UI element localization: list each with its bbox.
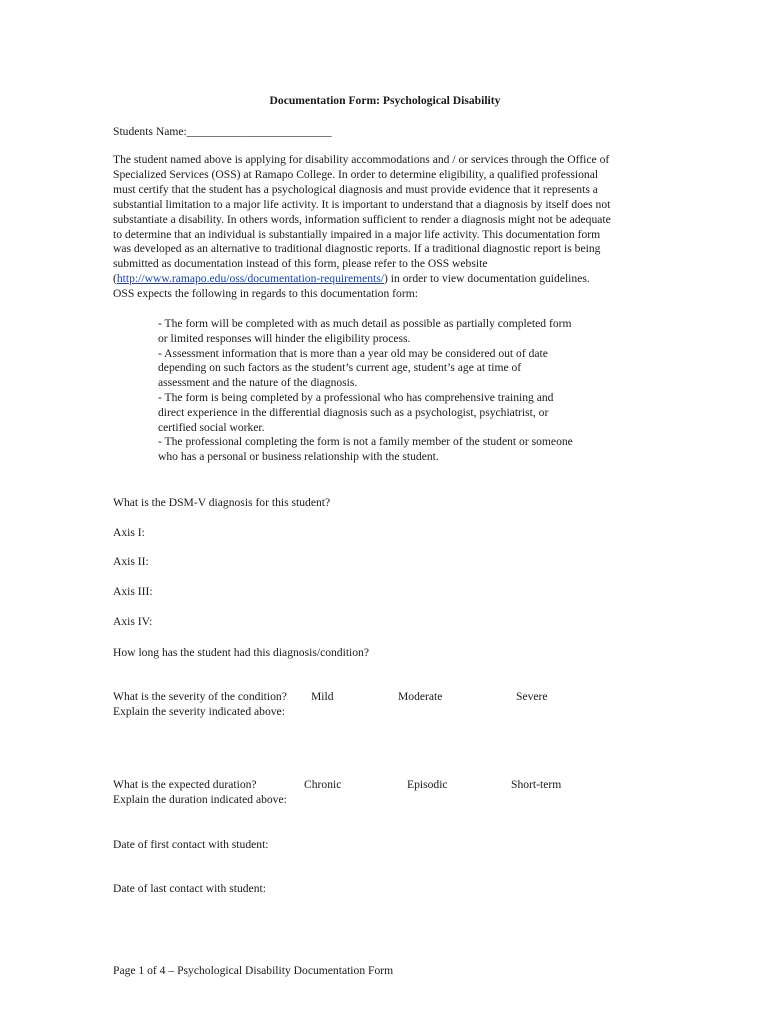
dsm-question: What is the DSM-V diagnosis for this student? — [113, 496, 331, 509]
list-item: - The form will be completed with as much detail as possible as partially completed form — [158, 317, 572, 330]
list-item: - Assessment information that is more than a year old may be considered out of date — [158, 346, 548, 360]
severity-option-severe[interactable]: Severe — [516, 690, 548, 703]
intro-line: OSS expects the following in regards to this documentation form: — [113, 287, 418, 301]
axis-3-label: Axis III: — [113, 585, 153, 598]
severity-question: What is the severity of the condition? — [113, 690, 287, 703]
duration-option-short-term[interactable]: Short-term — [511, 778, 562, 791]
intro-line: to determine that an individual is substantially impaired in a major life activity. This documentation form — [113, 227, 601, 241]
axis-4-label: Axis IV: — [113, 615, 153, 628]
duration-option-episodic[interactable]: Episodic — [407, 778, 448, 791]
intro-line: submitted as documentation instead of this form, please refer to the OSS website — [113, 257, 488, 271]
last-contact-label: Date of last contact with student: — [113, 882, 266, 895]
expectations-list — [158, 317, 628, 465]
student-name-field[interactable]: Students Name:_________________________ — [113, 125, 332, 138]
list-item: who has a personal or business relationship with the student. — [158, 450, 439, 464]
axis-1-label: Axis I: — [113, 526, 145, 539]
page-footer: Page 1 of 4 – Psychological Disability Documentation Form — [113, 964, 394, 977]
intro-line: substantiate a disability. In others words, information sufficient to render a diagnosis might not be adequate — [113, 212, 611, 226]
first-contact-label: Date of first contact with student: — [113, 838, 269, 851]
list-item: certified social worker. — [158, 420, 265, 434]
intro-line — [113, 272, 661, 287]
list-item: - The professional completing the form is not a family member of the student or someone — [158, 435, 573, 449]
intro-line-rest: ) in order to view documentation guidelines. — [384, 272, 590, 286]
intro-line: Specialized Services (OSS) at Ramapo College. In order to determine eligibility, a qualified professional — [113, 167, 599, 181]
intro-line: must certify that the student has a psychological diagnosis and must provide evidence that it represents a — [113, 182, 598, 196]
form-title: Documentation Form: Psychological Disability — [269, 94, 501, 107]
intro-line: substantial limitation to a major life activity. It is important to understand that a diagnosis by itself does not — [113, 197, 611, 211]
severity-option-mild[interactable]: Mild — [311, 690, 334, 703]
paren-open: ( — [113, 272, 117, 286]
list-item: assessment and the nature of the diagnosis. — [158, 376, 358, 390]
severity-option-moderate[interactable]: Moderate — [398, 690, 443, 703]
list-item: depending on such factors as the student’s current age, student’s age at time of — [158, 361, 522, 375]
duration-option-chronic[interactable]: Chronic — [304, 778, 342, 791]
intro-line: The student named above is applying for disability accommodations and / or services through the Office of — [113, 153, 610, 166]
oss-website-link[interactable]: http://www.ramapo.edu/oss/documentation-requirements/ — [116, 272, 385, 286]
list-item: direct experience in the differential diagnosis such as a psychologist, psychiatrist, or — [158, 405, 549, 419]
duration-of-condition-question: How long has the student had this diagnosis/condition? — [113, 646, 370, 659]
list-item: - The form is being completed by a professional who has comprehensive training and — [158, 390, 554, 404]
duration-explain-label: Explain the duration indicated above: — [113, 793, 287, 806]
axis-2-label: Axis II: — [113, 555, 149, 568]
intro-line: was developed as an alternative to traditional diagnostic reports. If a traditional diagnostic report is being — [113, 242, 601, 256]
severity-explain-label: Explain the severity indicated above: — [113, 705, 285, 718]
list-item: or limited responses will hinder the eligibility process. — [158, 331, 411, 345]
expected-duration-question: What is the expected duration? — [113, 778, 257, 791]
intro-paragraph — [113, 153, 661, 302]
